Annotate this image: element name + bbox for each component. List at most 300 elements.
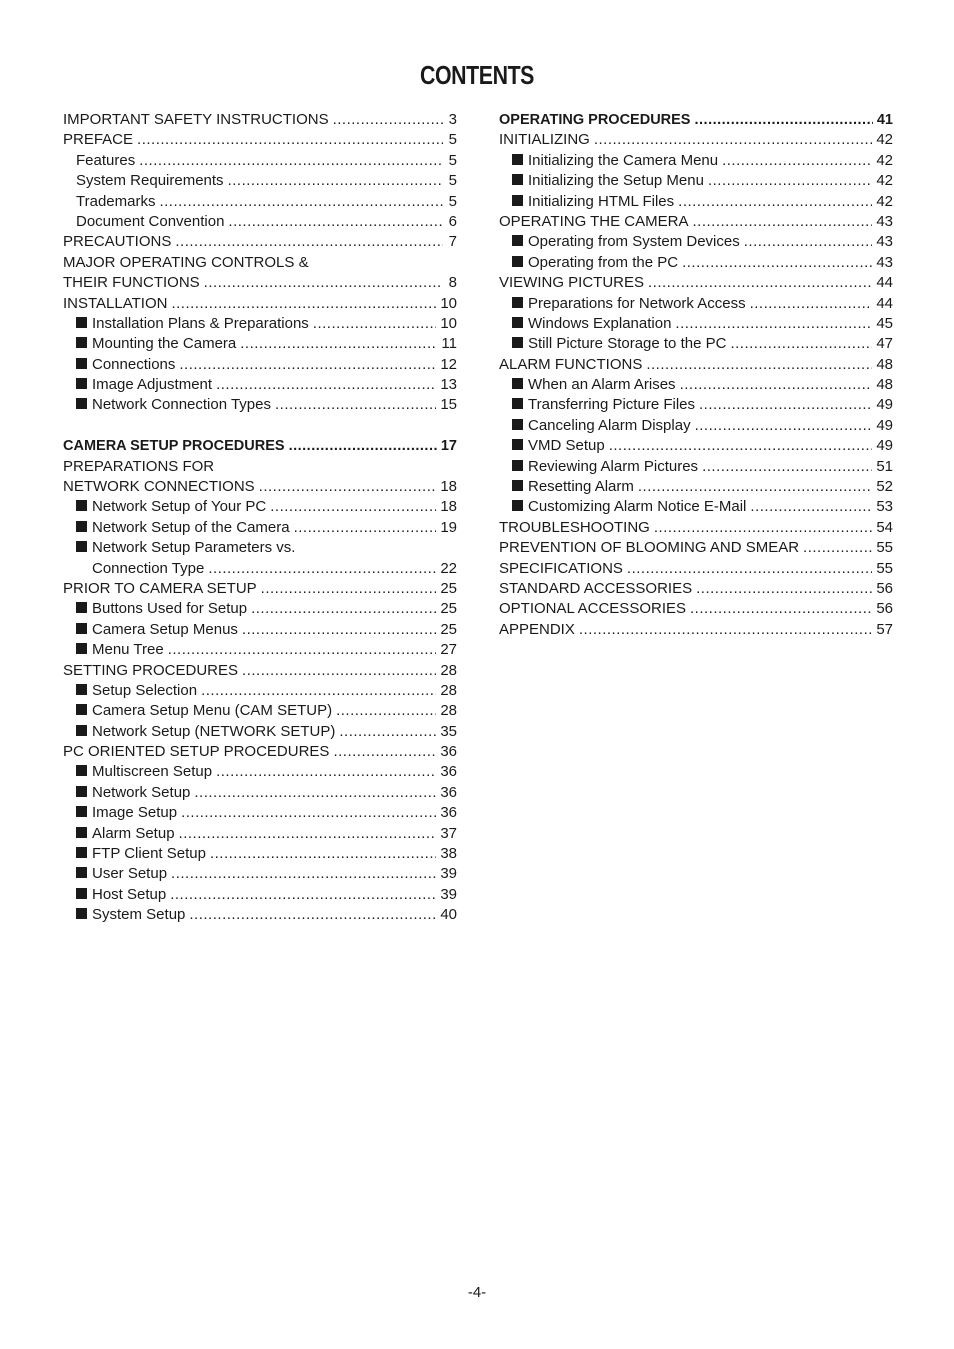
toc-entry-page: 12 [440,355,457,373]
toc-entry-text: Initializing the Camera Menu [528,151,719,169]
toc-entry-text: Initializing the Setup Menu [528,172,704,190]
toc-entry-text: Camera Setup Menus [92,620,238,638]
square-bullet-icon [76,684,87,695]
toc-entry[interactable] [63,661,457,681]
dot-leader [609,436,873,456]
toc-entry-label [499,110,690,130]
toc-entry-text: Image Adjustment [92,376,213,394]
toc-entry-label [76,538,295,558]
dot-leader [289,436,437,456]
toc-entry[interactable] [63,253,457,273]
toc-entry[interactable] [63,436,457,456]
toc-entry-label [76,497,266,517]
toc-entry-label [512,416,691,436]
toc-entry-label [512,192,674,212]
toc-entry-label [512,375,676,395]
toc-entry-label [76,844,206,864]
toc-entry-text: Network Setup of Your PC [92,498,267,516]
square-bullet-icon [512,174,523,185]
toc-entry-label [76,864,167,884]
dot-leader [695,416,873,436]
square-bullet-icon [76,867,87,878]
toc-entry[interactable] [63,905,457,925]
square-bullet-icon [512,195,523,206]
square-bullet-icon [76,806,87,817]
dot-leader [694,110,872,130]
dot-leader [168,640,437,660]
toc-entry-text: VIEWING PICTURES [499,274,645,292]
toc-entry-label [76,803,177,823]
toc-entry-label [76,355,175,375]
dot-leader [333,110,443,130]
toc-entry-page: 35 [440,722,457,740]
square-bullet-icon [512,256,523,267]
dot-leader [179,824,437,844]
toc-entry-label [76,171,224,191]
toc-entry[interactable] [499,559,893,579]
toc-entry-text: OPTIONAL ACCESSORIES [499,600,686,618]
toc-entry-label [76,599,247,619]
dot-leader [261,579,437,599]
toc-entry[interactable] [499,192,893,212]
toc-entry-label [76,783,190,803]
toc-entry-page: 49 [876,416,893,434]
toc-entry[interactable] [63,334,457,354]
toc-entry[interactable] [63,620,457,640]
toc-entry[interactable] [499,314,893,334]
toc-entry-text: Preparations for Network Access [528,294,746,312]
toc-entry[interactable] [63,294,457,314]
dot-leader [803,538,872,558]
toc-entry-text: PREVENTION OF BLOOMING AND SMEAR [499,539,800,557]
toc-entry-page: 6 [448,212,457,230]
toc-entry[interactable] [63,783,457,803]
toc-entry[interactable] [499,375,893,395]
dot-leader [680,375,873,395]
square-bullet-icon [76,623,87,634]
toc-entry-label [499,579,692,599]
square-bullet-icon [76,908,87,919]
toc-entry-text: OPERATING PROCEDURES [499,111,691,128]
toc-entry-label [63,294,167,314]
square-bullet-icon [76,500,87,511]
toc-entry-label [63,436,285,456]
toc-entry-text: Host Setup [92,885,167,903]
dot-leader [654,518,872,538]
dot-leader [270,497,436,517]
toc-entry-page: 36 [440,783,457,801]
square-bullet-icon [76,847,87,858]
dot-leader [179,355,436,375]
dot-leader [646,355,872,375]
dot-leader [216,375,436,395]
toc-entry-label [63,110,329,130]
toc-entry-text: SPECIFICATIONS [499,559,623,577]
square-bullet-icon [512,500,523,511]
dot-leader [189,905,436,925]
toc-entry[interactable] [63,151,457,171]
toc-entry-text: Network Connection Types [92,396,271,414]
toc-entry-text: IMPORTANT SAFETY INSTRUCTIONS [63,110,329,128]
square-bullet-icon [76,827,87,838]
toc-entry-label [63,253,309,273]
toc-entry-text: Document Convention [76,212,225,230]
toc-entry-label [76,885,166,905]
toc-entry[interactable] [63,395,457,415]
toc-entry-text: PREFACE [63,131,134,149]
dot-leader [339,722,436,742]
toc-entry-page: 42 [876,151,893,169]
dot-leader [627,559,872,579]
dot-leader [708,171,872,191]
toc-entry[interactable] [63,232,457,252]
dot-leader [259,477,437,497]
toc-entry-text: Multiscreen Setup [92,763,213,781]
toc-entry-label [76,905,185,925]
toc-entry-label [512,334,726,354]
toc-entry-page: 28 [440,702,457,720]
toc-entry-label [512,171,704,191]
toc-entry-text: User Setup [92,865,168,883]
toc-entry-label [499,355,642,375]
square-bullet-icon [76,725,87,736]
toc-entry-page: 11 [441,335,457,353]
dot-leader [159,192,443,212]
toc-entry-page: 15 [440,396,457,414]
toc-entry-page: 44 [876,274,893,292]
square-bullet-icon [512,480,523,491]
dot-leader [750,294,873,314]
toc-entry-text: Still Picture Storage to the PC [528,335,727,353]
toc-entry[interactable] [63,803,457,823]
toc-entry-text: Windows Explanation [528,314,672,332]
toc-entry[interactable] [63,355,457,375]
toc-entry-text: Operating from System Devices [528,233,740,251]
toc-entry-label [512,253,678,273]
dot-leader [242,661,436,681]
toc-entry-label [499,620,575,640]
toc-entry[interactable] [499,110,893,130]
toc-entry[interactable] [63,457,457,477]
dot-leader [181,803,436,823]
toc-entry-label [512,436,605,456]
square-bullet-icon [512,154,523,165]
toc-entry[interactable] [499,294,893,314]
toc-entry-page: 5 [448,131,457,149]
square-bullet-icon [76,358,87,369]
square-bullet-icon [512,419,523,430]
toc-entry-text: OPERATING THE CAMERA [499,212,689,230]
toc-entry[interactable] [63,864,457,884]
toc-entry-text: Installation Plans & Preparations [92,314,309,332]
toc-entry-page: 18 [440,498,457,516]
dot-leader [696,579,872,599]
square-bullet-icon [76,521,87,532]
toc-right-column [499,110,893,640]
toc-entry-label [63,232,171,252]
toc-entry[interactable] [63,722,457,742]
square-bullet-icon [76,398,87,409]
toc-entry-text: Features [76,151,136,169]
toc-entry-label [76,212,224,232]
toc-entry-label [499,130,590,150]
toc-entry-text: VMD Setup [528,437,605,455]
toc-entry[interactable] [499,212,893,232]
toc-entry[interactable] [63,885,457,905]
toc-entry-label [63,457,214,477]
dot-leader [690,599,872,619]
toc-entry-page: 56 [876,600,893,618]
toc-entry[interactable] [63,824,457,844]
toc-entry[interactable] [499,151,893,171]
toc-entry[interactable] [499,171,893,191]
dot-leader [175,232,443,252]
toc-entry[interactable] [499,599,893,619]
toc-entry[interactable] [63,212,457,232]
toc-entry-page: 42 [876,192,893,210]
toc-entry-page: 27 [440,641,457,659]
toc-entry-page: 5 [448,172,457,190]
toc-entry-label [512,314,671,334]
toc-entry-page: 42 [876,172,893,190]
toc-entry[interactable] [499,518,893,538]
dot-leader [313,314,437,334]
dot-leader [675,314,872,334]
toc-entry[interactable] [63,375,457,395]
toc-entry[interactable] [63,314,457,334]
toc-entry[interactable] [63,518,457,538]
toc-entry[interactable] [499,579,893,599]
toc-entry-page: 3 [448,110,457,128]
toc-entry-label [499,538,799,558]
toc-entry-page: 57 [876,620,893,638]
toc-entry-label [512,477,634,497]
toc-entry-label [512,232,740,252]
toc-entry-page: 39 [440,865,457,883]
toc-entry-page: 45 [876,314,893,332]
toc-entry[interactable] [63,273,457,293]
toc-entry[interactable] [499,355,893,375]
toc-entry-text: THEIR FUNCTIONS [63,274,200,292]
toc-entry-page: 55 [876,559,893,577]
toc-entry-text: SETTING PROCEDURES [63,661,239,679]
toc-entry-page: 49 [876,437,893,455]
toc-entry-text: Resetting Alarm [528,478,634,496]
toc-entry-page: 40 [440,906,457,924]
square-bullet-icon [76,602,87,613]
toc-entry-label [63,579,257,599]
toc-entry[interactable] [63,681,457,701]
toc-entry[interactable] [499,334,893,354]
toc-entry-label [499,273,644,293]
toc-entry-page: 47 [876,335,893,353]
toc-entry-text: PRIOR TO CAMERA SETUP [63,579,257,597]
dot-leader [638,477,872,497]
toc-entry-text: Canceling Alarm Display [528,416,691,434]
square-bullet-icon [76,643,87,654]
toc-entry-label [512,497,746,517]
toc-entry-page: 5 [448,192,457,210]
dot-leader [333,742,436,762]
dot-leader [194,783,436,803]
toc-entry-label [512,395,695,415]
toc-entry[interactable] [63,640,457,660]
toc-entry[interactable] [499,395,893,415]
toc-entry-label [512,457,698,477]
toc-entry[interactable] [499,436,893,456]
toc-entry-page: 7 [448,233,457,251]
toc-entry[interactable] [499,130,893,150]
toc-entry-label [76,640,164,660]
toc-entry-label [63,130,133,150]
dot-leader [204,273,443,293]
toc-entry-label [76,151,135,171]
toc-entry[interactable] [499,232,893,252]
dot-leader [294,518,437,538]
toc-entry-page: 36 [440,763,457,781]
toc-entry-label [63,661,238,681]
toc-entry-text: When an Alarm Arises [528,376,676,394]
toc-entry[interactable] [63,538,457,558]
toc-entry-text: APPENDIX [499,620,575,638]
dot-leader [648,273,872,293]
toc-entry[interactable] [63,763,457,783]
toc-entry[interactable] [63,742,457,762]
toc-entry[interactable] [63,579,457,599]
toc-entry-page: 17 [440,438,457,455]
toc-entry[interactable] [63,110,457,130]
square-bullet-icon [512,297,523,308]
dot-leader [208,559,436,579]
toc-entry-page: 22 [440,559,457,577]
dot-leader [171,864,436,884]
square-bullet-icon [76,317,87,328]
toc-entry[interactable] [63,171,457,191]
toc-entry[interactable] [499,477,893,497]
dot-leader [171,294,436,314]
toc-entry-label [76,395,271,415]
toc-entry-page: 43 [876,212,893,230]
toc-entry-text: NETWORK CONNECTIONS [63,478,255,496]
toc-entry-text: ALARM FUNCTIONS [499,355,643,373]
toc-entry[interactable] [499,538,893,558]
dot-leader [275,395,436,415]
toc-entry[interactable] [63,599,457,619]
dot-leader [201,681,436,701]
toc-entry[interactable] [499,620,893,640]
toc-entry[interactable] [499,457,893,477]
toc-entry-label [63,742,329,762]
toc-entry-text: System Setup [92,906,186,924]
toc-entry[interactable] [63,130,457,150]
toc-entry-page: 19 [440,518,457,536]
spacer [63,416,457,436]
toc-entry[interactable] [499,253,893,273]
toc-entry-page: 18 [440,478,457,496]
toc-entry-label [76,334,236,354]
toc-entry-page: 41 [876,111,893,128]
toc-entry-page: 39 [440,885,457,903]
toc-entry-text: Image Setup [92,804,178,822]
toc-entry-text: Network Setup (NETWORK SETUP) [92,722,336,740]
toc-entry-page: 56 [876,579,893,597]
toc-entry-label [499,518,650,538]
toc-entry-text: Mounting the Camera [92,335,237,353]
toc-entry-text: MAJOR OPERATING CONTROLS & [63,253,309,271]
dot-leader [692,212,872,232]
toc-entry-page: 42 [876,131,893,149]
toc-entry[interactable] [499,497,893,517]
square-bullet-icon [512,398,523,409]
toc-entry-page: 49 [876,396,893,414]
toc-entry[interactable] [63,497,457,517]
toc-entry[interactable] [499,416,893,436]
toc-entry[interactable] [63,844,457,864]
toc-entry-label [512,151,718,171]
toc-left-column [63,110,457,926]
toc-entry-label [76,762,212,782]
toc-entry-label [76,722,335,742]
toc-entry-text: FTP Client Setup [92,845,206,863]
dot-leader [750,497,872,517]
toc-entry[interactable] [63,701,457,721]
toc-entry-text: Transferring Picture Files [528,396,695,414]
toc-entry-text: TROUBLESHOOTING [499,518,650,536]
dot-leader [699,395,872,415]
dot-leader [139,151,443,171]
dot-leader [579,620,872,640]
toc-entry-page: 51 [876,457,893,475]
toc-entry-page: 52 [876,478,893,496]
toc-entry-page: 36 [440,743,457,761]
dot-leader [730,334,872,354]
square-bullet-icon [512,378,523,389]
dot-leader [242,620,436,640]
toc-entry[interactable] [499,273,893,293]
toc-entry-text: Buttons Used for Setup [92,600,248,618]
toc-entry-text: Network Setup [92,783,191,801]
toc-entry-page: 5 [448,151,457,169]
toc-entry-text: System Requirements [76,172,224,190]
toc-entry-label [76,518,290,538]
toc-entry-label [499,599,686,619]
toc-entry-text: PRECAUTIONS [63,233,172,251]
toc-entry-label [76,620,238,640]
toc-entry[interactable] [63,559,457,579]
square-bullet-icon [76,541,87,552]
toc-entry-page: 54 [876,518,893,536]
toc-entry-label [76,824,175,844]
toc-entry-page: 36 [440,804,457,822]
square-bullet-icon [76,765,87,776]
toc-entry-text: Initializing HTML Files [528,192,675,210]
toc-entry-text: CAMERA SETUP PROCEDURES [63,438,285,455]
toc-entry-label [512,294,746,314]
toc-entry-text: Network Setup Parameters vs. [92,539,296,557]
toc-entry[interactable] [63,192,457,212]
dot-leader [594,130,872,150]
dot-leader [722,151,872,171]
toc-entry-text: PC ORIENTED SETUP PROCEDURES [63,743,330,761]
dot-leader [170,885,436,905]
dot-leader [240,334,437,354]
square-bullet-icon [512,460,523,471]
toc-entry-label [76,375,212,395]
toc-entry[interactable] [63,477,457,497]
toc-entry-page: 25 [440,600,457,618]
toc-entry-page: 48 [876,355,893,373]
toc-entry-page: 53 [876,498,893,516]
